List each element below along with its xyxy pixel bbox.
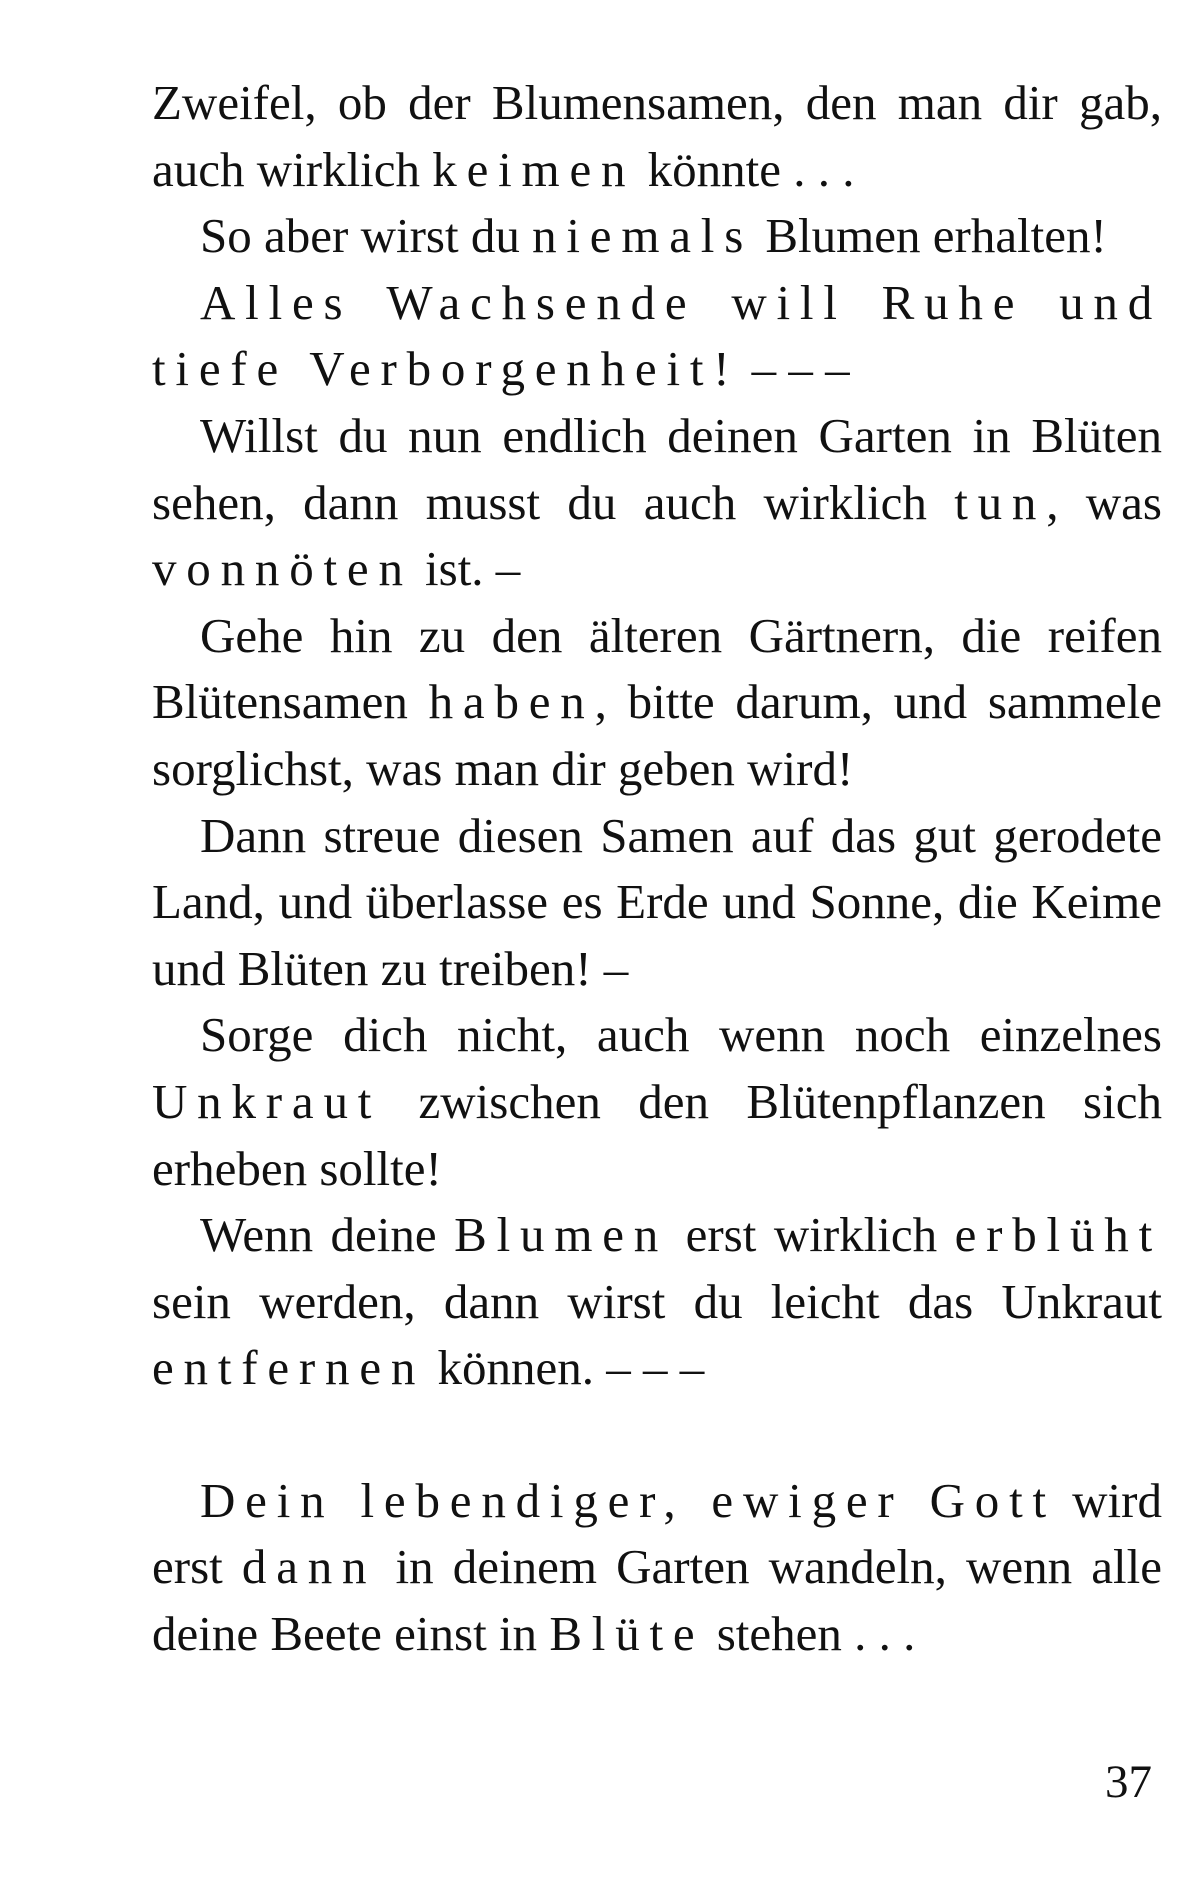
emphasized-text: tun xyxy=(954,474,1047,530)
emphasized-text: keimen xyxy=(432,141,636,197)
emphasized-text: Unkraut xyxy=(152,1073,382,1129)
body-text xyxy=(152,70,1162,1668)
emphasized-text: Blumen xyxy=(454,1207,669,1263)
emphasized-text: Alles Wachsende will Ruhe und tiefe Verborgenheit! xyxy=(152,274,1162,397)
emphasized-text: haben xyxy=(428,674,595,730)
emphasized-text: niemals xyxy=(532,208,754,264)
paragraph: Sorge dich nicht, auch wenn noch einzelnes Unkraut zwischen den Blütenpflanzen sich erheben sollte! xyxy=(152,1007,1162,1196)
section-gap xyxy=(152,1402,1162,1468)
emphasized-text: Dein lebendiger, ewiger Gott xyxy=(200,1472,1056,1528)
paragraph: So aber wirst du niemals Blumen erhalten! xyxy=(200,208,1107,264)
page-number: 37 xyxy=(1105,1756,1152,1808)
closing-paragraph: Dein lebendiger, ewiger Gott wird erst dann in deinem Garten wandeln, wenn alle deine Beete einst in Blüte stehen . . . xyxy=(152,1472,1163,1662)
paragraph: Zweifel, ob der Blumensamen, den man dir gab, auch wirklich keimen könnte . . . xyxy=(152,75,1162,197)
paragraph: Alles Wachsende will Ruhe und tiefe Verborgenheit! – – – xyxy=(152,274,1162,397)
emphasized-text: dann xyxy=(241,1539,377,1595)
emphasized-text: erblüht xyxy=(954,1207,1162,1263)
paragraph: Gehe hin zu den älteren Gärtnern, die reifen Blütensamen haben, bitte darum, und sammele sorglichst, was man dir geben wird! xyxy=(152,607,1162,796)
emphasized-text: vonnöten xyxy=(152,541,413,597)
emphasized-text: Blüte xyxy=(549,1606,705,1662)
paragraph: Willst du nun endlich deinen Garten in Blüten sehen, dann musst du auch wirklich tun, was vonnöten ist. – xyxy=(152,407,1162,597)
paragraph: Dann streue diesen Samen auf das gut gerodete Land, und überlasse es Erde und Sonne, die Keime und Blüten zu treiben! – xyxy=(152,807,1162,996)
paragraph: Wenn deine Blumen erst wirklich erblüht sein werden, dann wirst du leicht das Unkraut entfernen können. – – – xyxy=(152,1207,1162,1396)
emphasized-text: entfernen xyxy=(152,1340,426,1396)
